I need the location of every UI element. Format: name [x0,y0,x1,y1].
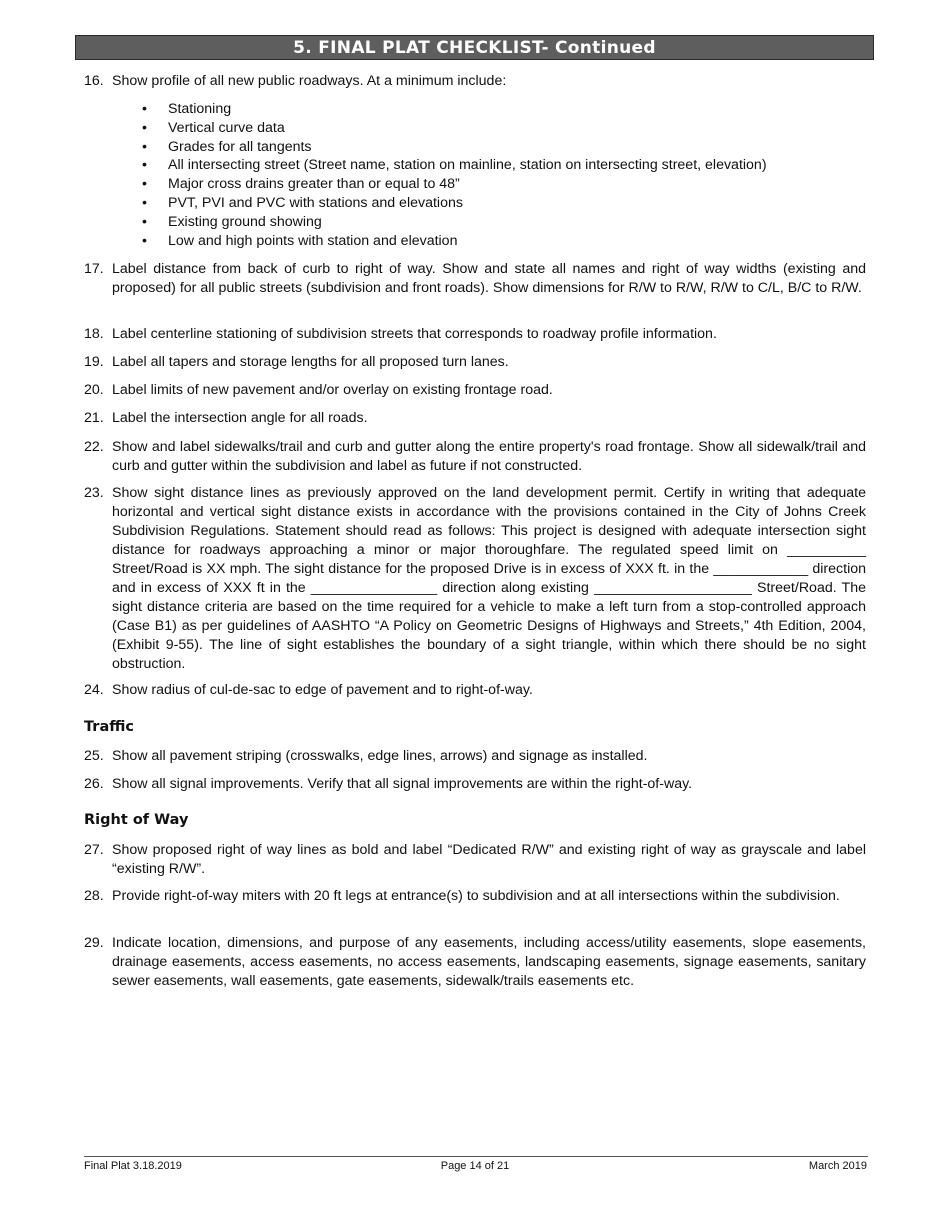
checklist-item-20 [84,381,866,400]
footer-left: Final Plat 3.18.2019 [84,1160,182,1172]
item-number: 18. [84,326,104,342]
footer-page-number: Page 14 of 21 [440,1160,510,1172]
item-text: Label limits of new pavement and/or overlay on existing frontage road. [112,382,553,398]
list-item: • All intersecting street (Street name, station on mainline, station on intersecting street, elevation) [142,157,767,174]
item-number: 19. [84,354,104,370]
list-item: • Low and high points with station and elevation [142,232,458,249]
checklist-item-18 [84,325,866,344]
item-number: 22. [84,439,104,455]
checklist-item-27 [84,841,866,879]
checklist-item-21 [84,409,866,428]
section-heading-traffic: Traffic [84,719,134,735]
item-text: Show proposed right of way lines as bold and label “Dedicated R/W” and existing right of way as grayscale and label “existing R/W”. [112,842,866,877]
list-item: • PVT, PVI and PVC with stations and elevations [142,194,463,211]
item-text: Provide right-of-way miters with 20 ft legs at entrance(s) to subdivision and at all intersections within the subdivision. [112,888,840,904]
item-text: Show and label sidewalks/trail and curb and gutter along the entire property's road frontage. Show all sidewalk/trail and curb and gutter within the subdivision and label as future if not constructed. [112,439,866,474]
bullet-icon: • [142,194,147,211]
item-number: 26. [84,776,104,792]
item-number: 17. [84,261,104,277]
bullet-icon: • [142,176,147,193]
checklist-item-25 [84,747,866,766]
item-number: 21. [84,410,104,426]
list-item: • Major cross drains greater than or equal to 48” [142,176,460,193]
footer-divider [84,1156,868,1157]
item-text: Show sight distance lines as previously approved on the land development permit. Certify in writing that adequate horizontal and vertical sight distance exists in accordance with the provisions contained in the City of Johns Creek Subdivision Regulations. Statement should read as follows: This project is designed with adequate intersection sight distance for roadways approaching a minor or major thoroughfare. The regulated speed limit on __________ Street/Road is XX mph. The sight distance for the proposed Drive is in excess of XXX ft. in the ____________ direction and in excess of XXX ft in the ________________ direction along existing ____________________ Street/Road. The sight distance criteria are based on the time required for a vehicle to make a left turn from a stop-controlled approach (Case B1) as per guidelines of AASHTO “A Policy on Geometric Designs of Highways and Streets,” 4th Edition, 2004, (Exhibit 9-55). The line of sight establishes the boundary of a sight triangle, within which there should be no sight obstruction. [112,485,866,672]
section-banner: 5. FINAL PLAT CHECKLIST- Continued [75,35,874,60]
item-text: Label centerline stationing of subdivision streets that corresponds to roadway profile information. [112,326,717,342]
checklist-item-29 [84,934,866,991]
item-number: 23. [84,485,104,501]
list-item: • Stationing [142,101,232,117]
checklist-item-16 [84,72,866,91]
item-text: Label distance from back of curb to right of way. Show and state all names and right of way widths (existing and proposed) for all public streets (subdivision and front roads). Show dimensions for R/W to R/W, R/W to C/L, B/C to R/W. [112,261,866,296]
profile-requirements-list [142,100,862,250]
checklist-item-19 [84,353,866,372]
list-item: • Grades for all tangents [142,138,312,155]
item-number: 25. [84,748,104,764]
item-text: Show all signal improvements. Verify that all signal improvements are within the right-of-way. [112,776,693,792]
item-number: 24. [84,682,104,698]
checklist-item-23 [84,484,866,674]
item-number: 27. [84,842,104,858]
bullet-icon: • [142,232,147,249]
checklist-item-24 [84,681,866,700]
item-text: Show profile of all new public roadways. At a minimum include: [112,73,507,89]
item-text: Show all pavement striping (crosswalks, edge lines, arrows) and signage as installed. [112,748,648,764]
bullet-icon: • [142,157,147,174]
footer-right: March 2019 [808,1160,867,1172]
checklist-item-22 [84,438,866,476]
item-text: Show radius of cul-de-sac to edge of pavement and to right-of-way. [112,682,533,698]
checklist-item-17 [84,260,866,298]
bullet-icon: • [142,213,147,230]
checklist-item-28 [84,887,866,906]
bullet-icon: • [142,138,147,155]
bullet-icon: • [142,101,147,117]
item-number: 16. [84,73,104,89]
item-text: Label the intersection angle for all roads. [112,410,368,426]
section-heading-right-of-way: Right of Way [84,812,189,828]
list-item: • Vertical curve data [142,119,285,136]
item-text: Indicate location, dimensions, and purpose of any easements, including access/utility easements, slope easements, drainage easements, access easements, no access easements, landscaping easements, signage easements, sanitary sewer easements, wall easements, gate easements, sidewalk/trails easements etc. [112,935,866,989]
item-number: 28. [84,888,104,904]
item-number: 29. [84,935,104,951]
item-number: 20. [84,382,104,398]
checklist-item-26 [84,775,866,794]
item-text: Label all tapers and storage lengths for all proposed turn lanes. [112,354,509,370]
list-item: • Existing ground showing [142,213,322,230]
bullet-icon: • [142,119,147,136]
